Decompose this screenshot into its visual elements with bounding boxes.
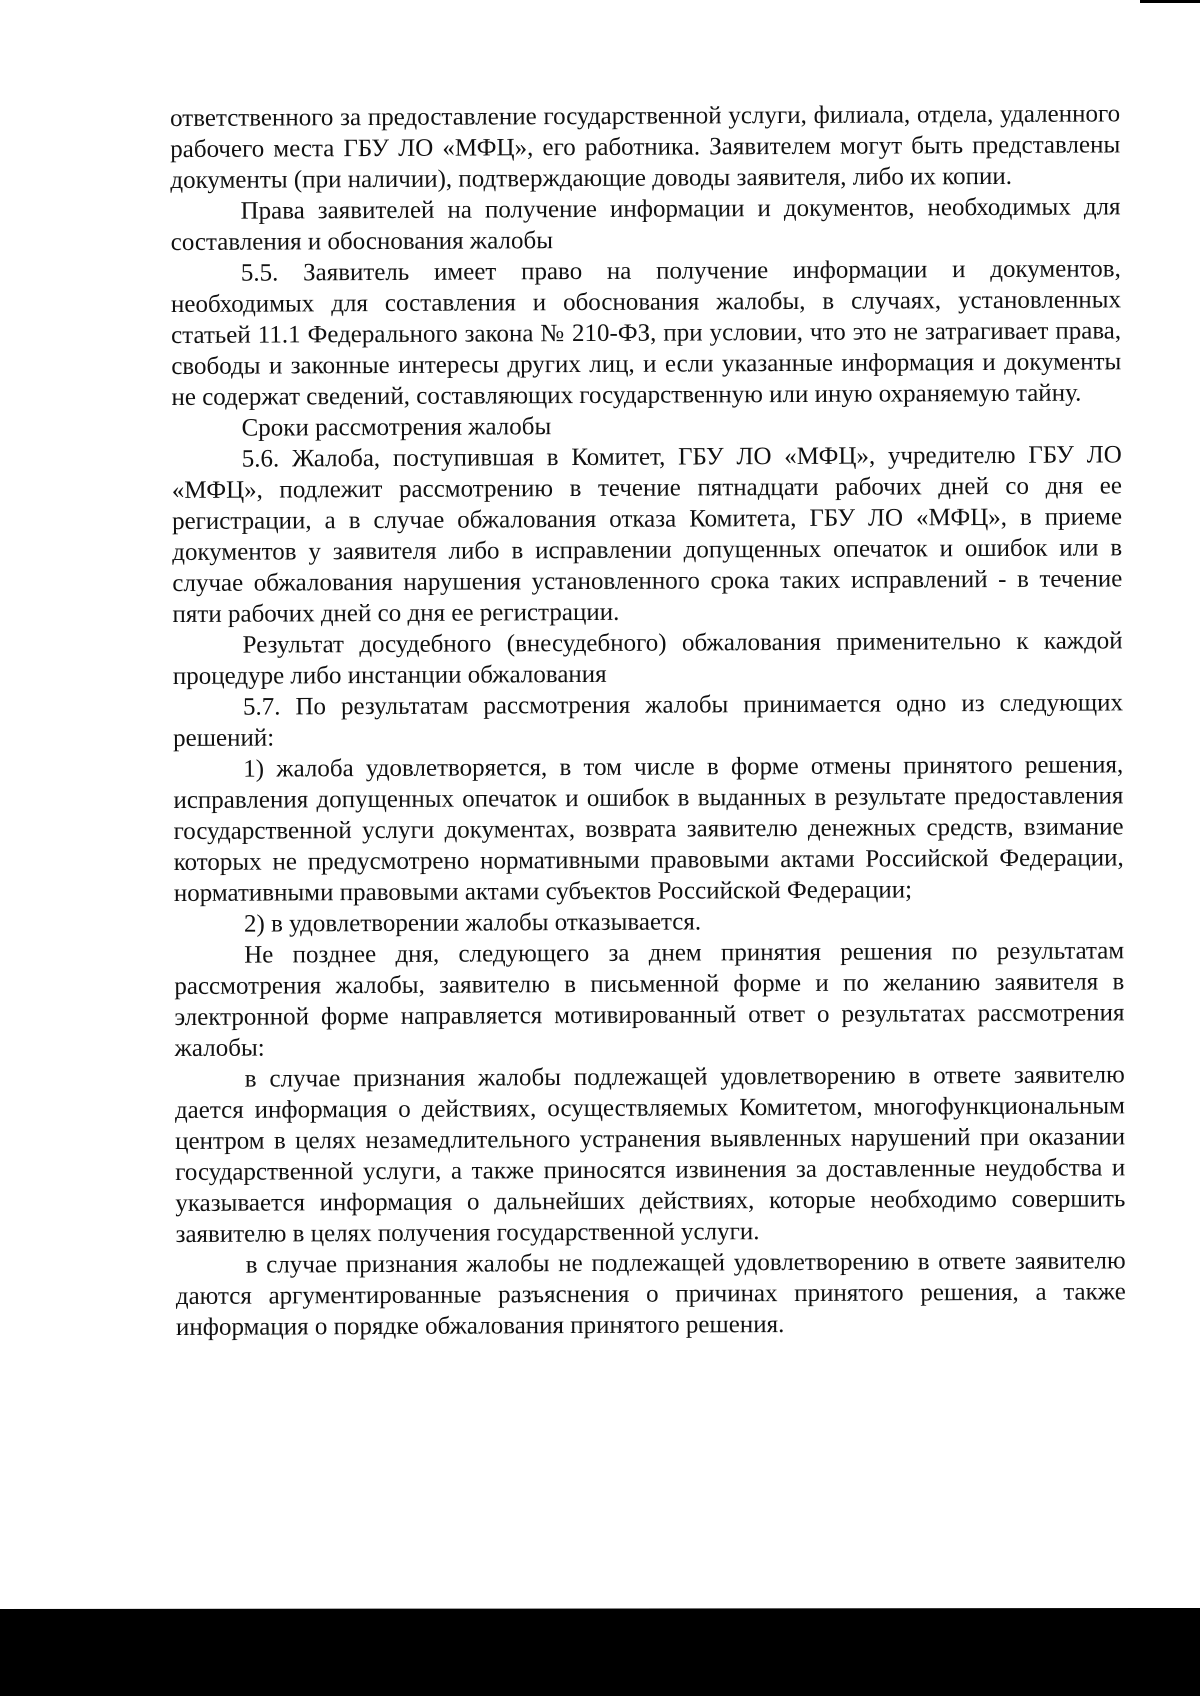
heading-appeal-result: Результат досудебного (внесудебного) обжалования применительно к каждой процедуре либо инстанции обжалования: [172, 627, 1123, 690]
scan-bottom-edge: [0, 1608, 1200, 1696]
paragraph-5-6: 5.6. Жалоба, поступившая в Комитет, ГБУ ЛО «МФЦ», учредителю ГБУ ЛО «МФЦ», подлежит рассмотрению в течение пятнадцати рабочих дней со дня ее регистрации, а в случае обжалования отказа Комитета, ГБУ ЛО «МФЦ», в приеме документов у заявителя либо в исправлении допущенных опечаток и ошибок или в случае обжалования нарушения установленного срока таких исправлений - в течение пяти рабочих дней со дня ее регистрации.: [171, 441, 1123, 628]
heading-rights-of-applicants: Права заявителей на получение информации и документов, необходимых для составления и обоснования жалобы: [170, 193, 1121, 256]
heading-review-terms: Сроки рассмотрения жалобы: [241, 413, 552, 442]
paragraph-complaint-rejected: в случае признания жалобы не подлежащей удовлетворению в ответе заявителю даются аргументированные разъяснения о причинах принятого решения, а также информация о порядке обжалования принятого решения.: [175, 1247, 1126, 1341]
list-item-2: 2) в удовлетворении жалобы отказывается.: [243, 908, 702, 938]
list-item-1: 1) жалоба удовлетворяется, в том числе в форме отмены принятого решения, исправления допущенных опечаток и ошибок в выданных в результате предоставления государственной услуги документах, возврата заявителю денежных средств, взимание которых не предусмотрено нормативными правовыми актами Российской Федерации, нормативными правовыми актами субъектов Российской Федерации;: [173, 751, 1124, 907]
paragraph-complaint-documents: ответственного за предоставление государственной услуги, филиала, отдела, удаленного рабочего места ГБУ ЛО «МФЦ», его работника. Заявителем могут быть представлены документы (при наличии), подтверждающие доводы заявителя, либо их копии.: [170, 100, 1121, 194]
paragraph-response-deadline: Не позднее дня, следующего за днем принятия решения по результатам рассмотрения жалобы, заявителю в письменной форме и по желанию заявителя в электронной форме направляется мотивированный ответ о результатах рассмотрения жалобы:: [174, 937, 1125, 1062]
paragraph-5-5: 5.5. Заявитель имеет право на получение информации и документов, необходимых для составления и обоснования жалобы, в случаях, установленных статьей 11.1 Федерального закона № 210-ФЗ, при условии, что это не затрагивает права, свободы и законные интересы других лиц, и если указанные информация и документы не содержат сведений, составляющих государственную или иную охраняемую тайну.: [170, 255, 1122, 411]
document-body: [170, 98, 1126, 1343]
paragraph-5-7: 5.7. По результатам рассмотрения жалобы принимается одно из следующих решений:: [173, 689, 1124, 752]
paragraph-complaint-satisfied: в случае признания жалобы подлежащей удовлетворению в ответе заявителю дается информация о действиях, осуществляемых Комитетом, многофункциональным центром в целях незамедлительного устранения выявленных нарушений при оказании государственной услуги, а также приносятся извинения за доставленные неудобства и указывается информация о дальнейших действиях, которые необходимо совершить заявителю в целях получения государственной услуги.: [174, 1061, 1126, 1248]
scan-top-edge-mark: [1140, 0, 1200, 3]
